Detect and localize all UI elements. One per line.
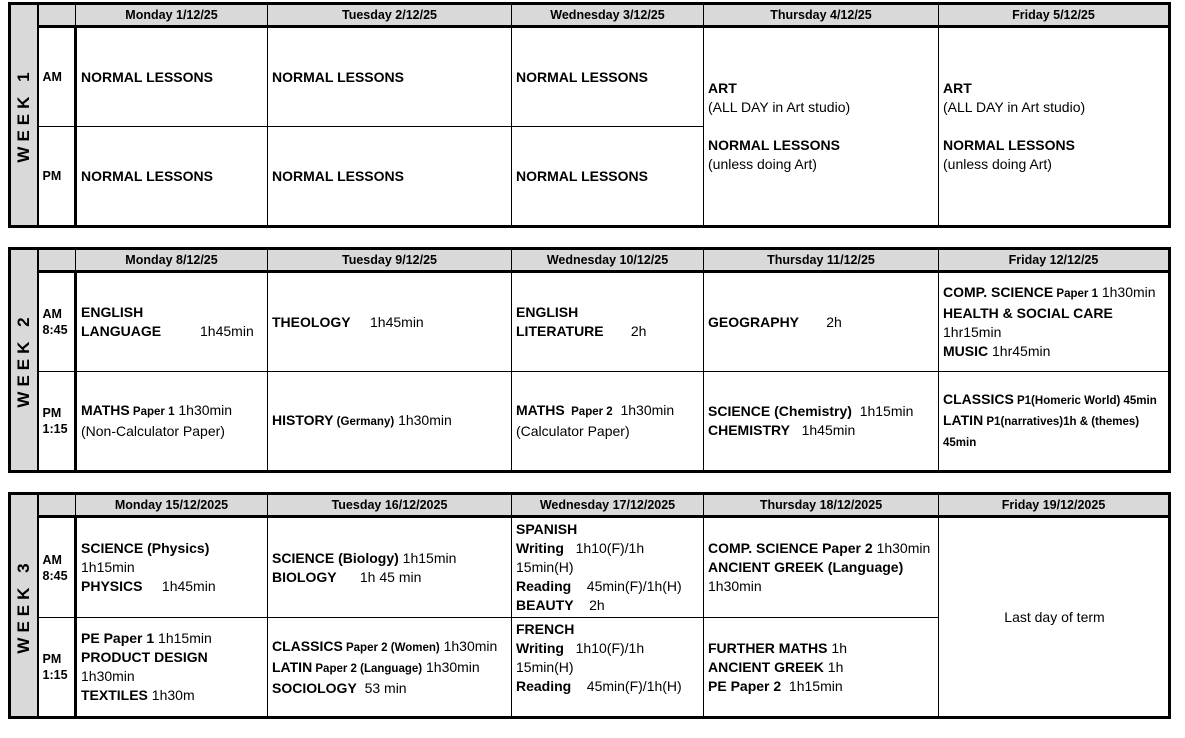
lesson-line: THEOLOGY 1h45min [272,313,424,330]
lesson-line: MUSIC 1hr45min [943,343,1051,359]
day-header: Monday 8/12/25 [76,249,268,272]
cell-w2-am-day4 [704,272,939,372]
time-label-am: AM 8:45 [38,272,76,372]
day-header: Tuesday 2/12/25 [268,4,512,27]
lesson-line: (ALL DAY in Art studio) [943,99,1086,115]
week-label [10,494,38,718]
lesson-line: PE Paper 1 1h15min [81,630,212,646]
lesson-line: ART [943,80,972,96]
week-label-text: WEEK 2 [13,312,33,408]
lesson-line: LANGUAGE 1h45min [81,323,254,339]
lesson-line: (unless doing Art) [708,156,817,172]
lesson-line: 45min [943,436,977,449]
time-label-pm: PM 1:15 [38,618,76,718]
day-header: Friday 12/12/25 [939,249,1170,272]
lesson-line: (Calculator Paper) [516,423,630,439]
exam-timetable [8,2,1171,738]
lesson-line: PE Paper 2 1h15min [708,677,843,694]
cell-w2-pm-day4 [704,372,939,472]
cell-w2-am-day1 [76,272,268,372]
lesson-line: Last day of term [1004,608,1105,625]
lesson-line: NORMAL LESSONS [272,167,404,184]
lesson-line: NORMAL LESSONS [81,167,213,184]
lesson-line: NORMAL LESSONS [272,68,404,85]
day-header: Friday 5/12/25 [939,4,1170,27]
cell-w3-pm-day2 [268,618,512,718]
week-label [10,4,38,227]
lesson-line: PHYSICS 1h45min [81,578,216,594]
time-label-pm: PM [38,127,76,227]
lesson-line: BEAUTY 2h [516,597,605,613]
week-label-text: WEEK 1 [13,67,33,163]
lesson-line: COMP. SCIENCE Paper 2 1h30min [708,540,931,556]
lesson-line: SCIENCE (Physics) 1h15min [81,540,214,575]
day-header: Tuesday 16/12/2025 [268,494,512,517]
week-label [10,249,38,472]
lesson-line: NORMAL LESSONS [516,68,648,85]
cell-w2-pm-day3 [512,372,704,472]
cell-w3-pm-day4 [704,618,939,718]
lesson-line: Writing 1h10(F)/1h [516,640,645,656]
lesson-line: LATIN P1(narratives)1h & (themes) [943,411,1140,428]
lesson-line: PRODUCT DESIGN 1h30min [81,649,212,684]
cell-w1-pm-day2 [268,127,512,227]
cell-w2-am-day5 [939,272,1170,372]
cell-w3-am-day5 [939,517,1170,718]
day-header: Monday 15/12/2025 [76,494,268,517]
lesson-line: FRENCH [516,621,575,637]
lesson-line: LATIN Paper 2 (Language) 1h30min [272,658,480,675]
day-header: Thursday 11/12/25 [704,249,939,272]
cell-w2-am-day2 [268,272,512,372]
cell-w1-am-day2 [268,27,512,127]
day-header: Tuesday 9/12/25 [268,249,512,272]
lesson-line: ENGLISH [81,304,144,320]
week-1-table [8,2,1171,228]
lesson-line: ENGLISH [516,304,579,320]
cell-w1-am-day1 [76,27,268,127]
lesson-line: LITERATURE 2h [516,323,647,339]
lesson-line [708,117,936,136]
cell-w1-pm-day1 [76,127,268,227]
cell-w3-pm-day1 [76,618,268,718]
lesson-line: HISTORY (Germany) 1h30min [272,411,452,428]
lesson-line: COMP. SCIENCE Paper 1 1h30min [943,284,1156,300]
cell-w2-am-day3 [512,272,704,372]
lesson-line: (unless doing Art) [943,156,1052,172]
lesson-line: 1h30min [708,578,762,594]
lesson-line: NORMAL LESSONS [81,68,213,85]
lesson-line: SOCIOLOGY 53 min [272,679,407,696]
time-label-pm: PM 1:15 [38,372,76,472]
lesson-line: CLASSICS P1(Homeric World) 45min [943,390,1157,407]
lesson-line: (Non-Calculator Paper) [81,423,225,439]
lesson-line: MATHS Paper 1 1h30min [81,402,233,418]
cell-w3-am-day4 [704,517,939,618]
lesson-line: MATHS Paper 2 1h30min [516,402,675,418]
time-label-am: AM 8:45 [38,517,76,618]
cell-w1-am-day5 [939,27,1170,227]
lesson-line: NORMAL LESSONS [516,167,648,184]
lesson-line: CLASSICS Paper 2 (Women) 1h30min [272,637,498,654]
lesson-line: 15min(H) [516,559,574,575]
time-label-am: AM [38,27,76,127]
day-header: Thursday 4/12/25 [704,4,939,27]
lesson-line: ANCIENT GREEK 1h [708,658,844,675]
week-label-text: WEEK 3 [13,557,33,654]
lesson-line: FURTHER MATHS 1h [708,639,847,656]
corner-cell [38,249,76,272]
day-header: Wednesday 3/12/25 [512,4,704,27]
lesson-line: CHEMISTRY 1h45min [708,422,856,438]
day-header: Wednesday 10/12/25 [512,249,704,272]
lesson-line: (ALL DAY in Art studio) [708,99,851,115]
lesson-line: ANCIENT GREEK (Language) [708,559,904,575]
lesson-line [943,117,1166,136]
cell-w1-am-day3 [512,27,704,127]
lesson-line: HEALTH & SOCIAL CARE 1hr15min [943,305,1117,340]
corner-cell [38,4,76,27]
lesson-line: SCIENCE (Biology) 1h15min [272,549,457,566]
cell-w3-am-day1 [76,517,268,618]
cell-w2-pm-day1 [76,372,268,472]
cell-w2-pm-day5 [939,372,1170,472]
lesson-line: BIOLOGY 1h 45 min [272,568,422,585]
lesson-line: Writing 1h10(F)/1h [516,540,645,556]
day-header: Wednesday 17/12/2025 [512,494,704,517]
cell-w3-am-day2 [268,517,512,618]
lesson-line: NORMAL LESSONS [943,137,1075,153]
lesson-line: GEOGRAPHY 2h [708,313,842,330]
cell-w3-pm-day3 [512,618,704,718]
lesson-line: NORMAL LESSONS [708,137,840,153]
cell-w1-am-day4 [704,27,939,227]
corner-cell [38,494,76,517]
day-header: Thursday 18/12/2025 [704,494,939,517]
day-header: Monday 1/12/25 [76,4,268,27]
cell-w1-pm-day3 [512,127,704,227]
lesson-line: Reading 45min(F)/1h(H) [516,578,682,594]
lesson-line: 15min(H) [516,659,574,675]
lesson-line: Reading 45min(F)/1h(H) [516,678,682,694]
lesson-line: ART [708,80,737,96]
lesson-line: SPANISH [516,521,578,537]
day-header: Friday 19/12/2025 [939,494,1170,517]
cell-w3-am-day3 [512,517,704,618]
cell-w2-pm-day2 [268,372,512,472]
week-3-table [8,492,1171,719]
lesson-line: SCIENCE (Chemistry) 1h15min [708,403,914,419]
week-2-table [8,247,1171,473]
lesson-line: TEXTILES 1h30m [81,687,195,703]
